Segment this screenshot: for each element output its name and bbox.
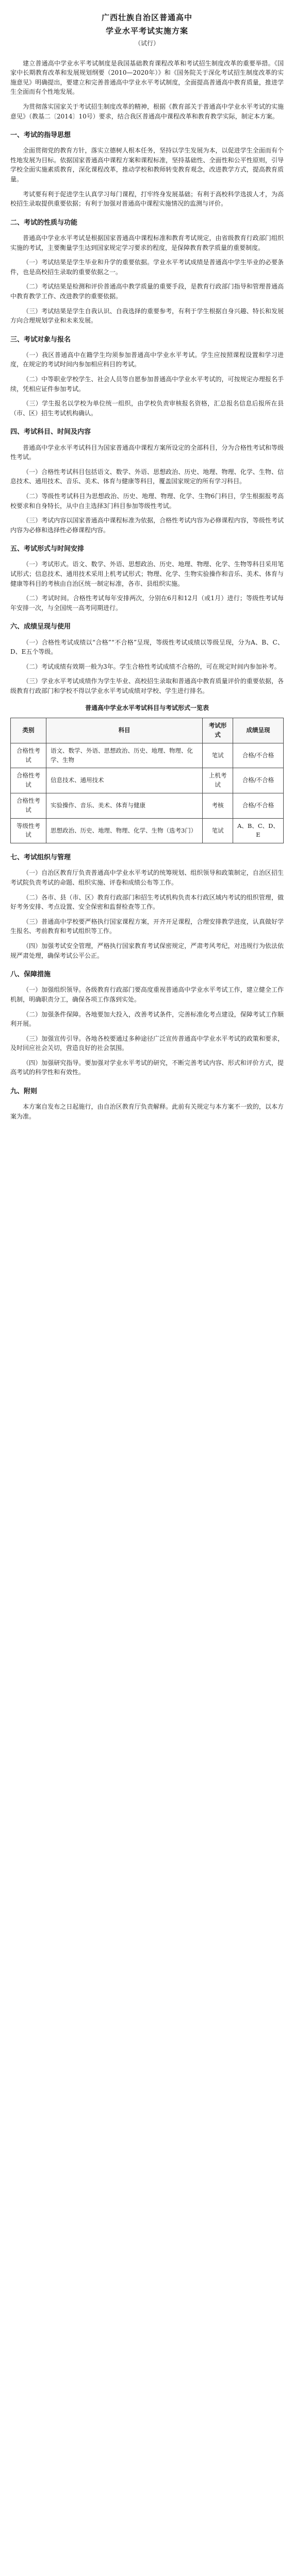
table-header-cell: 科目 <box>46 718 202 743</box>
section-heading: 一、考试的指导思想 <box>10 131 71 140</box>
section-paragraph: （三）普通高中学校要严格执行国家课程方案，开齐开足课程，合理安排教学进度，认真做好学生报名、考前教育和考试组织等工作。 <box>10 918 284 935</box>
document <box>10 0 284 1121</box>
section-paragraph: 全面贯彻党的教育方针，落实立德树人根本任务，坚持以学生发展为本，以促进学生全面而有个性地发展为目标。依据国家普通高中课程方案和课程标准，坚持基础性、全面性和公平性原则，引导学校全面实施素质教育，深化课程改革，推动学校和教师转变教育观念，改进教学方式，提高教育质量。 <box>10 147 284 183</box>
table-row <box>11 743 284 768</box>
section-paragraph: （一）合格性考试科目包括语文、数学、外语、思想政治、历史、地理、物理、化学、生物、信息技术、通用技术、音乐、美术、体育与健康等科目，覆盖国家规定的所有学习科目。 <box>10 468 284 485</box>
section-paragraph: （二）等级性考试科目为思想政治、历史、地理、物理、化学、生物6门科目，学生根据报考高校要求和自身特长，从中自主选择3门科目参加等级性考试。 <box>10 492 284 510</box>
table-cell: 语文、数学、外语、思想政治、历史、地理、物理、化学、生物 <box>46 743 202 768</box>
section-heading: 九、附则 <box>10 1088 38 1096</box>
section-paragraph: （二）考试时间。合格性考试每年安排两次，分别在6月和12月（或1月）进行；等级性考试每年安排一次，与全国统一高考同期进行。 <box>10 595 284 612</box>
section-paragraph: （三）学生报名以学校为单位统一组织，由学校负责审核报名资格，汇总报名信息后报所在县（市、区）招生考试机构确认。 <box>10 400 284 417</box>
section-paragraph: （二）考试结果是检测和评价普通高中教学质量的重要手段，是教育行政部门指导和管理普通高中教育教学工作、改进教学的重要依据。 <box>10 283 284 300</box>
section-paragraph: （三）学业水平考试成绩作为学生毕业、高校招生录取和普通高中教育质量评价的重要依据，各级教育行政部门和学校不得以学业水平考试成绩对学校、学生进行排名。 <box>10 677 284 694</box>
section-heading: 二、考试的性质与功能 <box>10 218 78 227</box>
table-header-cell: 成绩呈现 <box>233 718 284 743</box>
table-cell: 考核 <box>203 793 233 819</box>
table-cell: 笔试 <box>203 743 233 768</box>
table-row <box>11 768 284 793</box>
section-paragraph: （一）考试形式。语文、数学、外语、思想政治、历史、地理、物理、化学、生物等科目采用笔试形式；信息技术、通用技术采用上机考试形式；物理、化学、生物实验操作和音乐、美术、体育与健康等科目的考核由自治区统一制定标准，各市、县组织实施。 <box>10 561 284 587</box>
section-paragraph: （二）考试成绩有效期一般为3年。学生合格性考试成绩不合格的，可在规定时间内参加补考。 <box>23 663 281 670</box>
section-paragraph: 普通高中学业水平考试是根据国家普通高中课程标准和教育考试规定，由省级教育行政部门组织实施的考试，主要衡量学生达到国家规定学习要求的程度，是保障教育教学质量的重要制度。 <box>10 234 284 251</box>
table-cell: 合格性考试 <box>11 768 46 793</box>
table-cell: 合格性考试 <box>11 793 46 819</box>
document-title-line-1: 广西壮族自治区普通高中 <box>101 13 192 22</box>
section-paragraph: 考试要有利于促进学生认真学习每门课程，打牢终身发展基础；有利于高校科学选拔人才，为高校招生录取提供重要依据；有利于加强对普通高中课程实施情况的监测与评价。 <box>10 190 284 208</box>
section-paragraph: （三）考试结果是学生自我认识、自我选择的重要参考，有利于学生根据自身兴趣、特长和发展方向合理规划学业和未来发展。 <box>10 307 284 325</box>
document-title-line-2: 学业水平考试实施方案 <box>105 26 188 36</box>
section-heading: 三、考试对象与报名 <box>10 335 71 344</box>
section-paragraph: （三）加强宣传引导。各地各校要通过多种途径广泛宣传普通高中学业水平考试的政策和要求，及时回应社会关切，营造良好的社会氛围。 <box>10 1035 284 1052</box>
table-cell: 合格/不合格 <box>233 743 284 768</box>
table-header-cell: 类别 <box>11 718 46 743</box>
table-header-row <box>11 718 284 743</box>
section-paragraph: （二）中等职业学校学生、社会人员等自愿参加普通高中学业水平考试的，可按规定办理报名手续，凭相应证件参加考试。 <box>10 376 284 393</box>
table-cell: A、B、C、D、E <box>233 818 284 843</box>
preamble-paragraph: 建立普通高中学业水平考试制度是我国基础教育课程改革和考试招生制度改革的重要举措。《国家中长期教育改革和发展规划纲要（2010—2020年）》和《国务院关于深化考试招生制度改革的实施意见》明确提出，要建立和完善普通高中学业水平考试制度，全面提高普通高中教育质量，推进学生全面而有个性地发展。 <box>10 59 284 96</box>
sections <box>10 130 284 696</box>
section-paragraph: （四）加强研究指导。要加强对学业水平考试的研究，不断完善考试内容、形式和评价方式，提高考试的科学性和有效性。 <box>10 1059 284 1076</box>
sections-after-table <box>10 853 284 1121</box>
section-paragraph: （一）加强组织领导。各级教育行政部门要高度重视普通高中学业水平考试工作，建立健全工作机制，明确职责分工，确保各项工作落到实处。 <box>10 986 284 1003</box>
section-paragraph: （二）加强条件保障。各地要加大投入，改善考试条件，完善标准化考点建设，保障考试工作顺利开展。 <box>10 1010 284 1028</box>
table-cell: 笔试 <box>203 818 233 843</box>
section-heading: 四、考试科目、时间及内容 <box>10 428 91 436</box>
section-heading: 八、保障措施 <box>10 971 51 979</box>
section-paragraph: （四）加强考试安全管理，严格执行国家教育考试保密规定，严肃考风考纪，对违规行为依法依规严肃处理，确保考试公平公正。 <box>10 942 284 959</box>
preamble-paragraph: 为贯彻落实国家关于考试招生制度改革的精神，根据《教育部关于普通高中学业水平考试的实施意见》（教基二〔2014〕10号）要求，结合我区普通高中课程改革和教育教学实际，制定本方案。 <box>10 103 284 120</box>
table-cell: 合格/不合格 <box>233 793 284 819</box>
section-heading: 六、成绩呈现与使用 <box>10 623 71 631</box>
table-cell: 信息技术、通用技术 <box>46 768 202 793</box>
document-subtitle: （试行） <box>134 40 159 47</box>
table-body <box>11 743 284 843</box>
table-cell: 等级性考试 <box>11 818 46 843</box>
section-heading: 七、考试组织与管理 <box>10 854 71 862</box>
section-paragraph: 普通高中学业水平考试科目为国家普通高中课程方案所设定的全部科目，分为合格性考试和等级性考试。 <box>10 444 284 461</box>
table-cell: 合格性考试 <box>11 743 46 768</box>
section-paragraph: （二）各市、县（市、区）教育行政部门和招生考试机构负责本行政区域内考试的组织管理，做好考务安排、考点设置、安全保密和监督检查等工作。 <box>10 893 284 911</box>
section-paragraph: 本方案自发布之日起施行，由自治区教育厅负责解释。此前有关规定与本方案不一致的，以本方案为准。 <box>10 1103 284 1120</box>
table-row <box>11 793 284 819</box>
section-paragraph: （三）考试内容以国家普通高中课程标准为依据，合格性考试内容为必修课程内容，等级性考试内容为必修和选择性必修课程内容。 <box>10 517 284 534</box>
section-heading: 五、考试形式与时间安排 <box>10 545 85 553</box>
subjects-table <box>10 718 284 843</box>
section-paragraph: （一）合格性考试成绩以“合格”“不合格”呈现，等级性考试成绩以等级呈现，分为A、B、C、D、E五个等级。 <box>10 638 284 656</box>
table-cell: 合格/不合格 <box>233 768 284 793</box>
preamble <box>10 59 284 122</box>
table-header-cell: 考试形式 <box>203 718 233 743</box>
table-row <box>11 818 284 843</box>
section-paragraph: （一）自治区教育厅负责普通高中学业水平考试的统筹规划、组织领导和政策制定，自治区招生考试院负责考试的命题、组织实施、评卷和成绩公布等工作。 <box>10 869 284 887</box>
table-cell: 思想政治、历史、地理、物理、化学、生物（选考3门） <box>46 818 202 843</box>
section-paragraph: （一）我区普通高中在籍学生均须参加普通高中学业水平考试。学生应按照课程设置和学习进度，在规定的考试时间内参加相应科目的考试。 <box>10 351 284 368</box>
section-paragraph: （一）考试结果是学生毕业和升学的重要依据。学业水平考试成绩是普通高中学生毕业的必要条件，也是高校招生录取的重要依据之一。 <box>10 259 284 276</box>
table-cell: 实验操作、音乐、美术、体育与健康 <box>46 793 202 819</box>
table-caption: 普通高中学业水平考试科目与考试形式一览表 <box>85 704 209 711</box>
table-cell: 上机考试 <box>203 768 233 793</box>
